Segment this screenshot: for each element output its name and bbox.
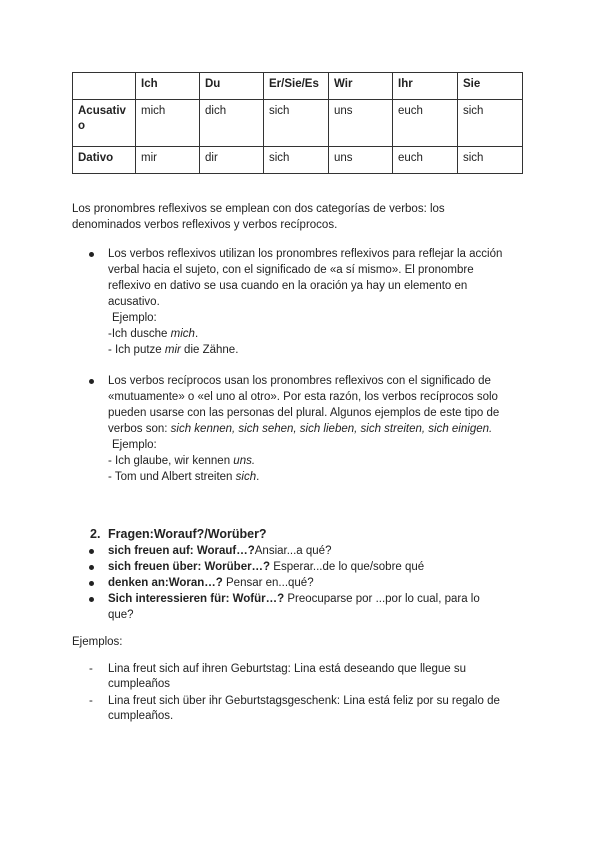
list-item: - Lina freut sich auf ihren Geburtstag: Lina está deseando que llegue su cumpleaños [89,663,467,690]
bullet-dot [89,565,94,570]
table-header-cell: Du [200,73,264,100]
table-cell: sich [458,147,523,174]
table-cell: mich [136,100,200,147]
list-item: sich freuen auf: Worauf…?Ansiar...a qué? [72,543,522,559]
intro-paragraph [72,201,512,233]
list-item: Sich interessieren für: Wofür…? Preocuparse por ...por lo cual, para lo que? [72,591,522,623]
intro-line: denominados verbos reflexivos y verbos recíprocos. [72,219,338,231]
table-cell: sich [264,147,329,174]
bullet-dot [89,252,94,257]
example-line: - Ich glaube, wir kennen uns. [108,455,256,467]
questions-list [72,543,522,623]
text-line: Los verbos reflexivos utilizan los pronombres reflexivos para reflejar la acción [108,248,503,260]
reflexive-bullet [72,246,522,358]
table-row [73,147,523,174]
bullet-dot [89,379,94,384]
text-line: «mutuamente» o «el uno al otro». Por esta razón, los verbos recíprocos solo [108,391,498,403]
table-header-cell [73,73,136,100]
table-header-row [73,73,523,100]
example-line: - Tom und Albert streiten sich. [108,471,260,483]
examples-heading: Ejemplos: [72,636,123,648]
example-line: -Ich dusche mich. [108,328,199,340]
reciprocal-bullet [72,373,522,485]
dash-marker: - [89,663,93,675]
intro-line: Los pronombres reflexivos se emplean con dos categorías de verbos: los [72,203,445,215]
table-cell: uns [329,147,393,174]
text-line: verbos son: sich kennen, sich sehen, sich lieben, sich streiten, sich einigen. [108,423,493,435]
list-item: sich freuen über: Worüber…? Esperar...de lo que/sobre qué [72,559,522,575]
example-label: Ejemplo: [112,439,157,451]
list-item: denken an:Woran…? Pensar en...qué? [72,575,522,591]
table-header-cell: Sie [458,73,523,100]
example-label: Ejemplo: [112,312,157,324]
table-cell: euch [393,147,458,174]
table-header-cell: Er/Sie/Es [264,73,329,100]
text-line: reflexivo en dativo se usa cuando en la oración ya hay un elemento en [108,280,468,292]
text-line: pueden usarse con las personas del plural. Algunos ejemplos de este tipo de [108,407,500,419]
table-cell: euch [393,100,458,147]
reflexive-pronoun-table [72,72,523,174]
table-header-cell: Ich [136,73,200,100]
list-item: - Lina freut sich über ihr Geburtstagsgeschenk: Lina está feliz por su regalo de cumpleaños. [89,695,500,722]
bullet-dot [89,549,94,554]
table-cell: sich [458,100,523,147]
dash-marker: - [89,695,93,707]
table-cell: uns [329,100,393,147]
text-line: acusativo. [108,296,160,308]
bullet-dot [89,581,94,586]
table-cell: dir [200,147,264,174]
section-title: Fragen:Worauf?/Worüber? [108,527,267,541]
text-line: Los verbos recíprocos usan los pronombres reflexivos con el significado de [108,375,491,387]
table-header-cell: Wir [329,73,393,100]
row-label: Dativo [73,147,136,174]
example-line: - Ich putze mir die Zähne. [108,344,239,356]
bullet-dot [89,597,94,602]
table-row [73,100,523,147]
table-cell: sich [264,100,329,147]
section-2-heading [90,526,267,542]
section-number: 2. [90,527,101,541]
table-cell: mir [136,147,200,174]
table-header-cell: Ihr [393,73,458,100]
row-label: Acusativo [73,100,136,147]
text-line: verbal hacia el sujeto, con el significado de «a sí mismo». El pronombre [108,264,474,276]
examples-list [72,662,522,724]
table-cell: dich [200,100,264,147]
